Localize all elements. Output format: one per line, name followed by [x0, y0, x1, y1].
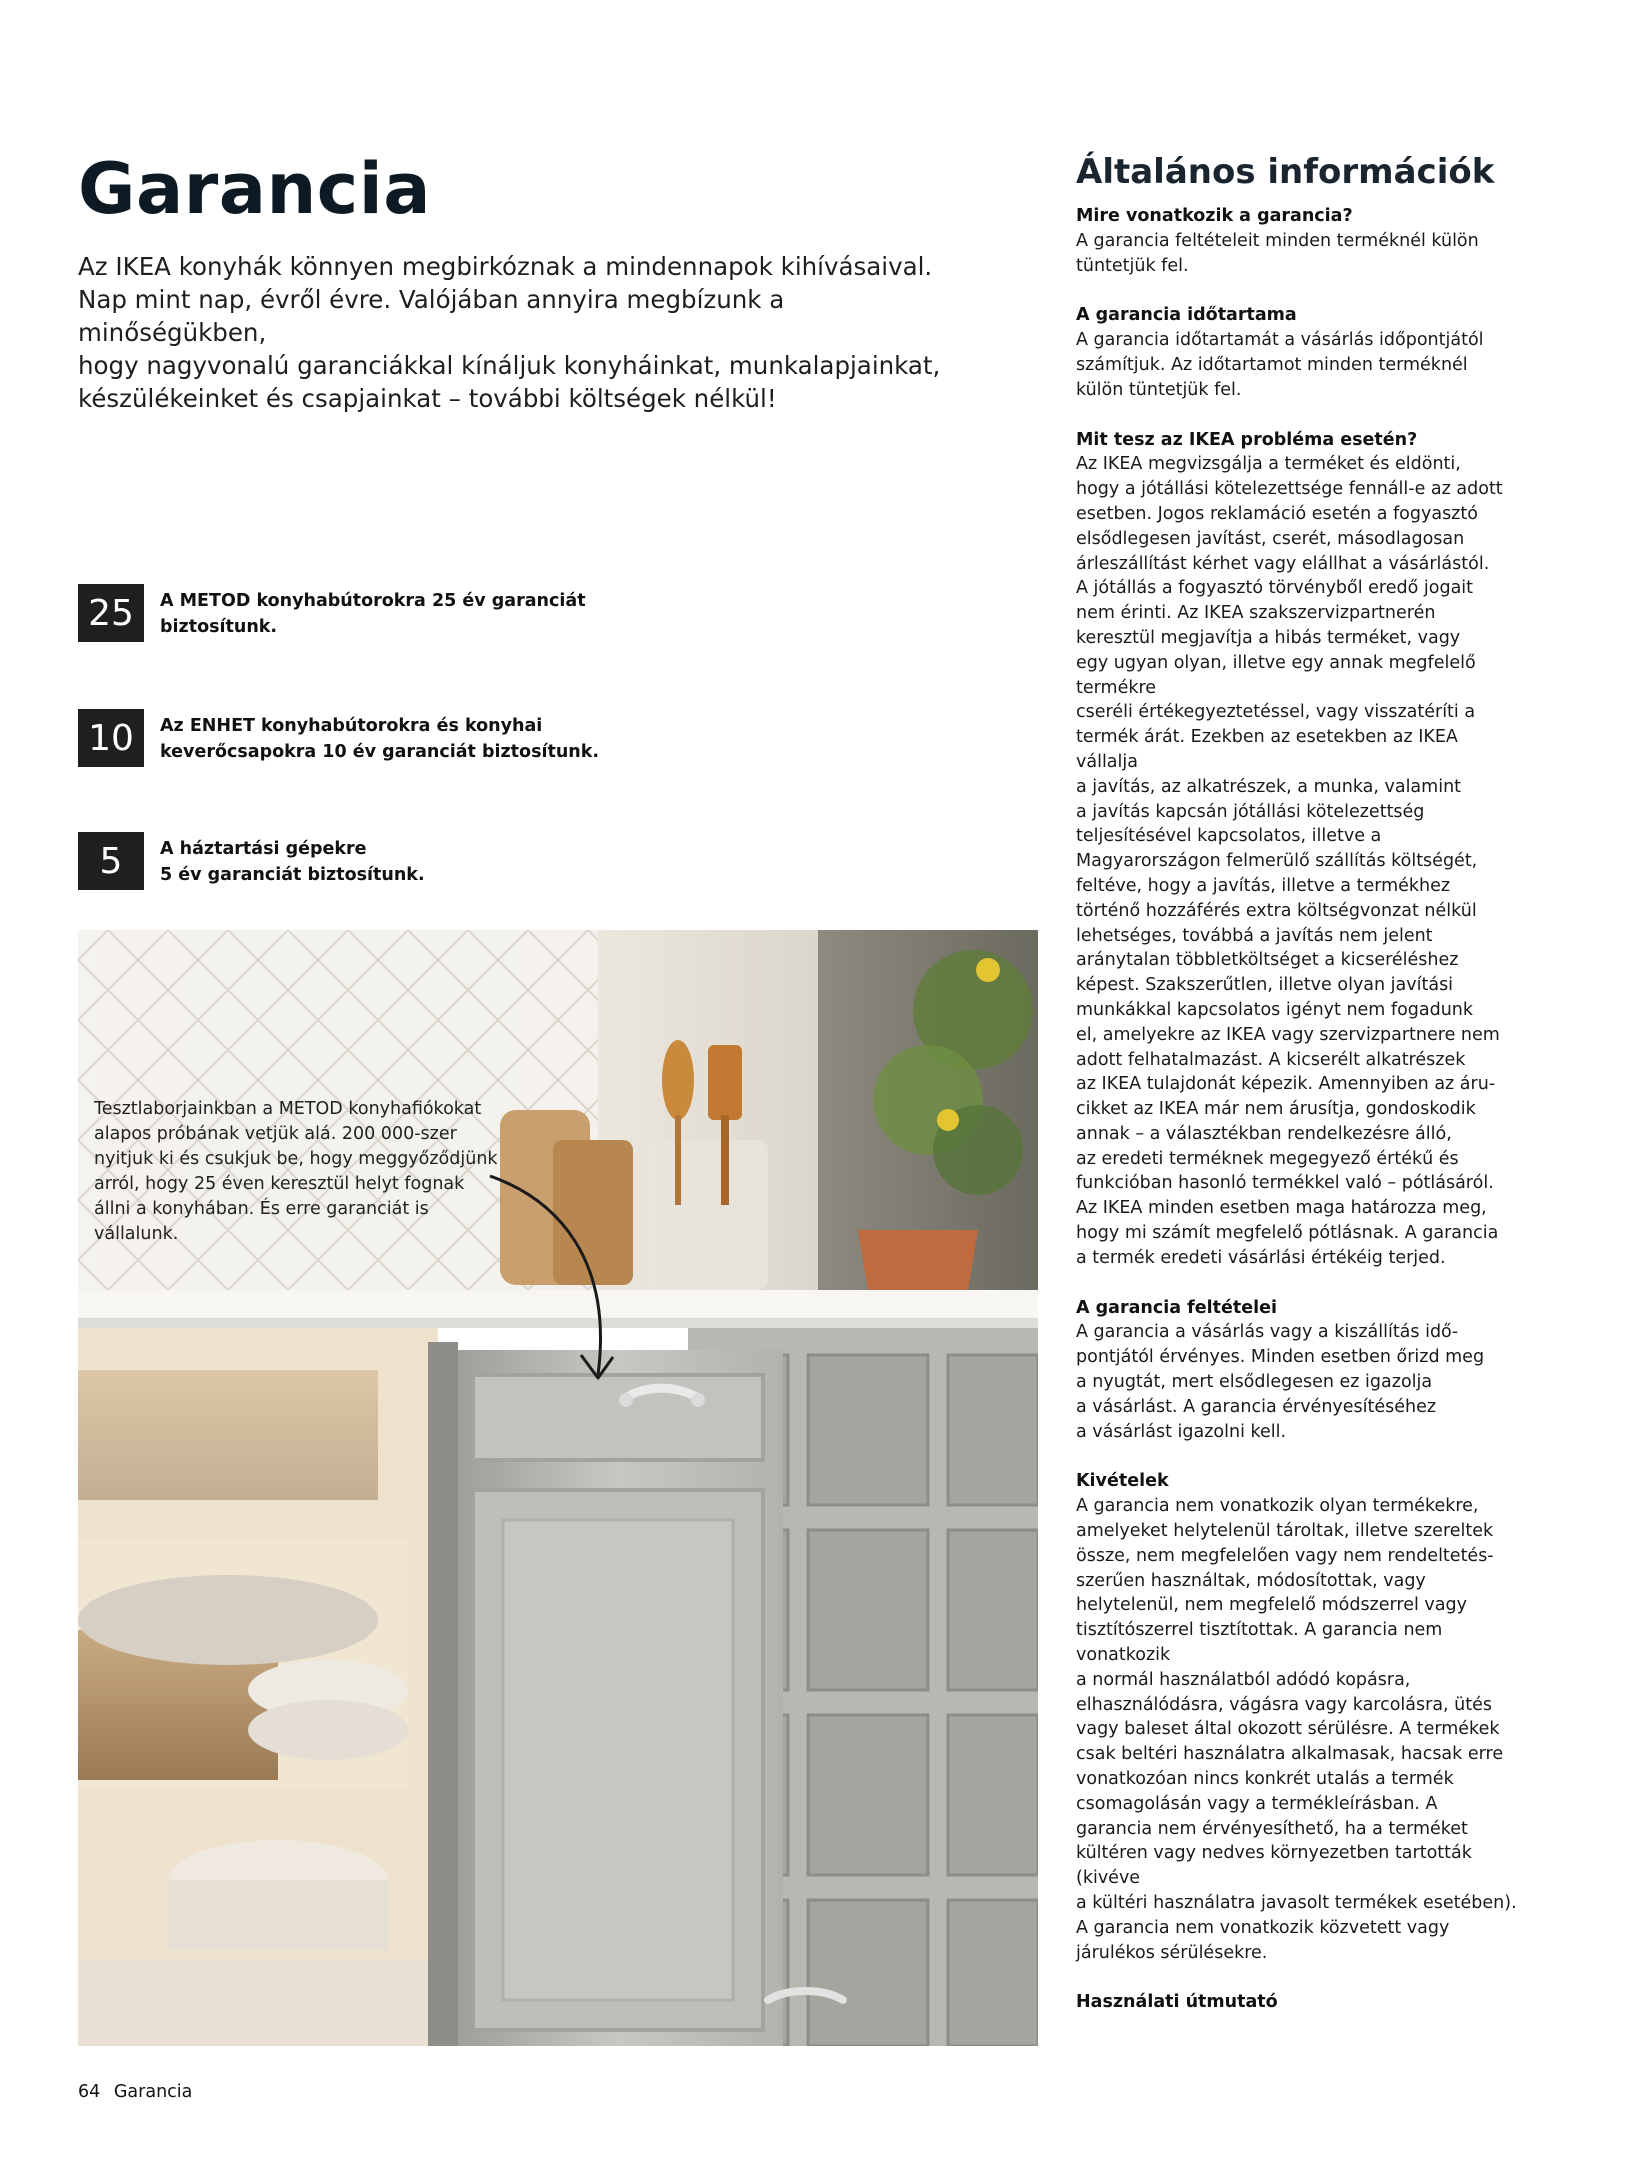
warranty-item-10	[78, 709, 638, 767]
page-footer	[78, 2082, 200, 2102]
info-section	[1076, 1990, 1546, 2015]
info-section	[1076, 1469, 1546, 1965]
page-number: 64	[78, 2082, 101, 2102]
info-section-body: Az IKEA megvizsgálja a terméket és eldönti, hogy a jótállási kötelezettsége fennáll-e az adott esetben. Jogos reklamáció esetén a fogyasztó elsődlegesen javítást, cserét, másodlagosan árleszállítást kérhet vagy elállhat a vásárlástól. A jótállás a fogyasztó törvényből eredő jogait nem érinti. Az IKEA szakszervizpartnerén keresztül megjavítja a hibás terméket, vagy egy ugyan olyan, illetve egy annak megfelelő termékre cseréli értékegyeztetéssel, vagy visszatéríti a termék árát. Ezekben az esetekben az IKEA vállalja a javítás, az alkatrészek, a munka, valamint a javítás kapcsán jótállási kötelezettség teljesítésével kapcsolatos, illetve a Magyarországon felmerülő szállítás költségét, feltéve, hogy a javítás, illetve a termékhez történő hozzáférés extra költségvonzat nélkül lehetséges, továbbá a javítás nem jelent aránytalan többletköltséget a kicseréléshez képest. Szakszerűtlen, illetve olyan javítási munkákkal kapcsolatos igényt nem fogadunk el, amelyekre az IKEA vagy szervizpartnere nem adott felhatalmazást. A kicserélt alkatrészek az IKEA tulajdonát képezik. Amennyiben az áru- cikket az IKEA már nem árusítja, gondoskodik annak – a választékban rendelkezésre álló, az eredeti terméknek megegyező értékű és funkcióban hasonló termékkel való – pótlásáról. Az IKEA minden esetben maga határozza meg, hogy mi számít megfelelő pótlásnak. A garancia a termék eredeti vásárlási értékéig terjed.	[1076, 454, 1503, 1268]
info-section	[1076, 303, 1546, 402]
general-info-title: Általános információk	[1076, 152, 1495, 192]
info-section-heading: Használati útmutató	[1076, 1992, 1278, 2013]
intro-paragraph: Az IKEA konyhák könnyen megbirkóznak a mindennapok kihívásaival. Nap mint nap, évről évre. Valójában annyira megbízunk a minőségükben, hogy nagyvonalú garanciákkal kínáljuk konyháinkat, munkalapjainkat, készülékeinket és csapjainkat – további költségek nélkül!	[78, 252, 941, 413]
warranty-item-25	[78, 584, 638, 642]
info-section-body: A garancia feltételeit minden terméknél külön tüntetjük fel.	[1076, 230, 1479, 276]
footer-section: Garancia	[113, 2082, 193, 2102]
page-title: Garancia	[78, 148, 432, 230]
info-section	[1076, 1296, 1546, 1445]
info-section-heading: Kivételek	[1076, 1471, 1169, 1492]
warranty-text: A háztartási gépekre 5 év garanciát biztosítunk.	[160, 839, 425, 885]
info-section-heading: A garancia feltételei	[1076, 1297, 1277, 1318]
general-info-column	[1076, 152, 1546, 2040]
photo-caption: Tesztlaborjainkban a METOD konyhafiókokat alapos próbának vetjük alá. 200 000-szer nyitjuk ki és csukjuk be, hogy meggyőződjünk arról, hogy 25 éven keresztül helyt fognak állni a konyhában. És erre garanciát is vállalunk.	[94, 1099, 498, 1244]
info-section-body: A garancia időtartamát a vásárlás időpontjától számítjuk. Az időtartamot minden terméknél külön tüntetjük fel.	[1076, 330, 1484, 400]
years-badge: 25	[78, 584, 144, 642]
years-badge: 10	[78, 709, 144, 767]
info-section	[1076, 428, 1546, 1271]
warranty-item-5	[78, 832, 638, 890]
info-section-heading: A garancia időtartama	[1076, 305, 1297, 326]
info-section-heading: Mit tesz az IKEA probléma esetén?	[1076, 429, 1418, 450]
warranty-text: A METOD konyhabútorokra 25 év garanciát biztosítunk.	[160, 591, 586, 637]
info-section-body: A garancia a vásárlás vagy a kiszállítás idő- pontjától érvényes. Minden esetben őrizd meg a nyugtát, mert elsődlegesen ez igazolja a vásárlást. A garancia érvényesítéséhez a vásárlást igazolni kell.	[1076, 1322, 1485, 1442]
info-section-heading: Mire vonatkozik a garancia?	[1076, 206, 1353, 226]
info-section	[1076, 204, 1546, 278]
warranty-text: Az ENHET konyhabútorokra és konyhai keverőcsapokra 10 év garanciát biztosítunk.	[160, 716, 600, 762]
years-badge: 5	[78, 832, 144, 890]
info-section-body: A garancia nem vonatkozik olyan termékekre, amelyeket helytelenül tároltak, illetve szereltek össze, nem megfelelően vagy nem rendeltetés- szerűen használtak, módosítottak, vagy helytelenül, nem megfelelő módszerrel vagy tisztítószerrel tisztítottak. A garancia nem vonatkozik a normál használatból adódó kopásra, elhasználódásra, vágásra vagy karcolásra, ütés vagy baleset által okozott sérülésre. A termékek csak beltéri használatra alkalmasak, hacsak erre vonatkozóan nincs konkrét utalás a termék csomagolásán vagy a termékleírásban. A garancia nem érvényesíthető, ha a terméket kültéren vagy nedves környezetben tartották (kivéve a kültéri használatra javasolt termékek esetében). A garancia nem vonatkozik közvetett vagy járulékos sérülésekre.	[1076, 1496, 1517, 1963]
